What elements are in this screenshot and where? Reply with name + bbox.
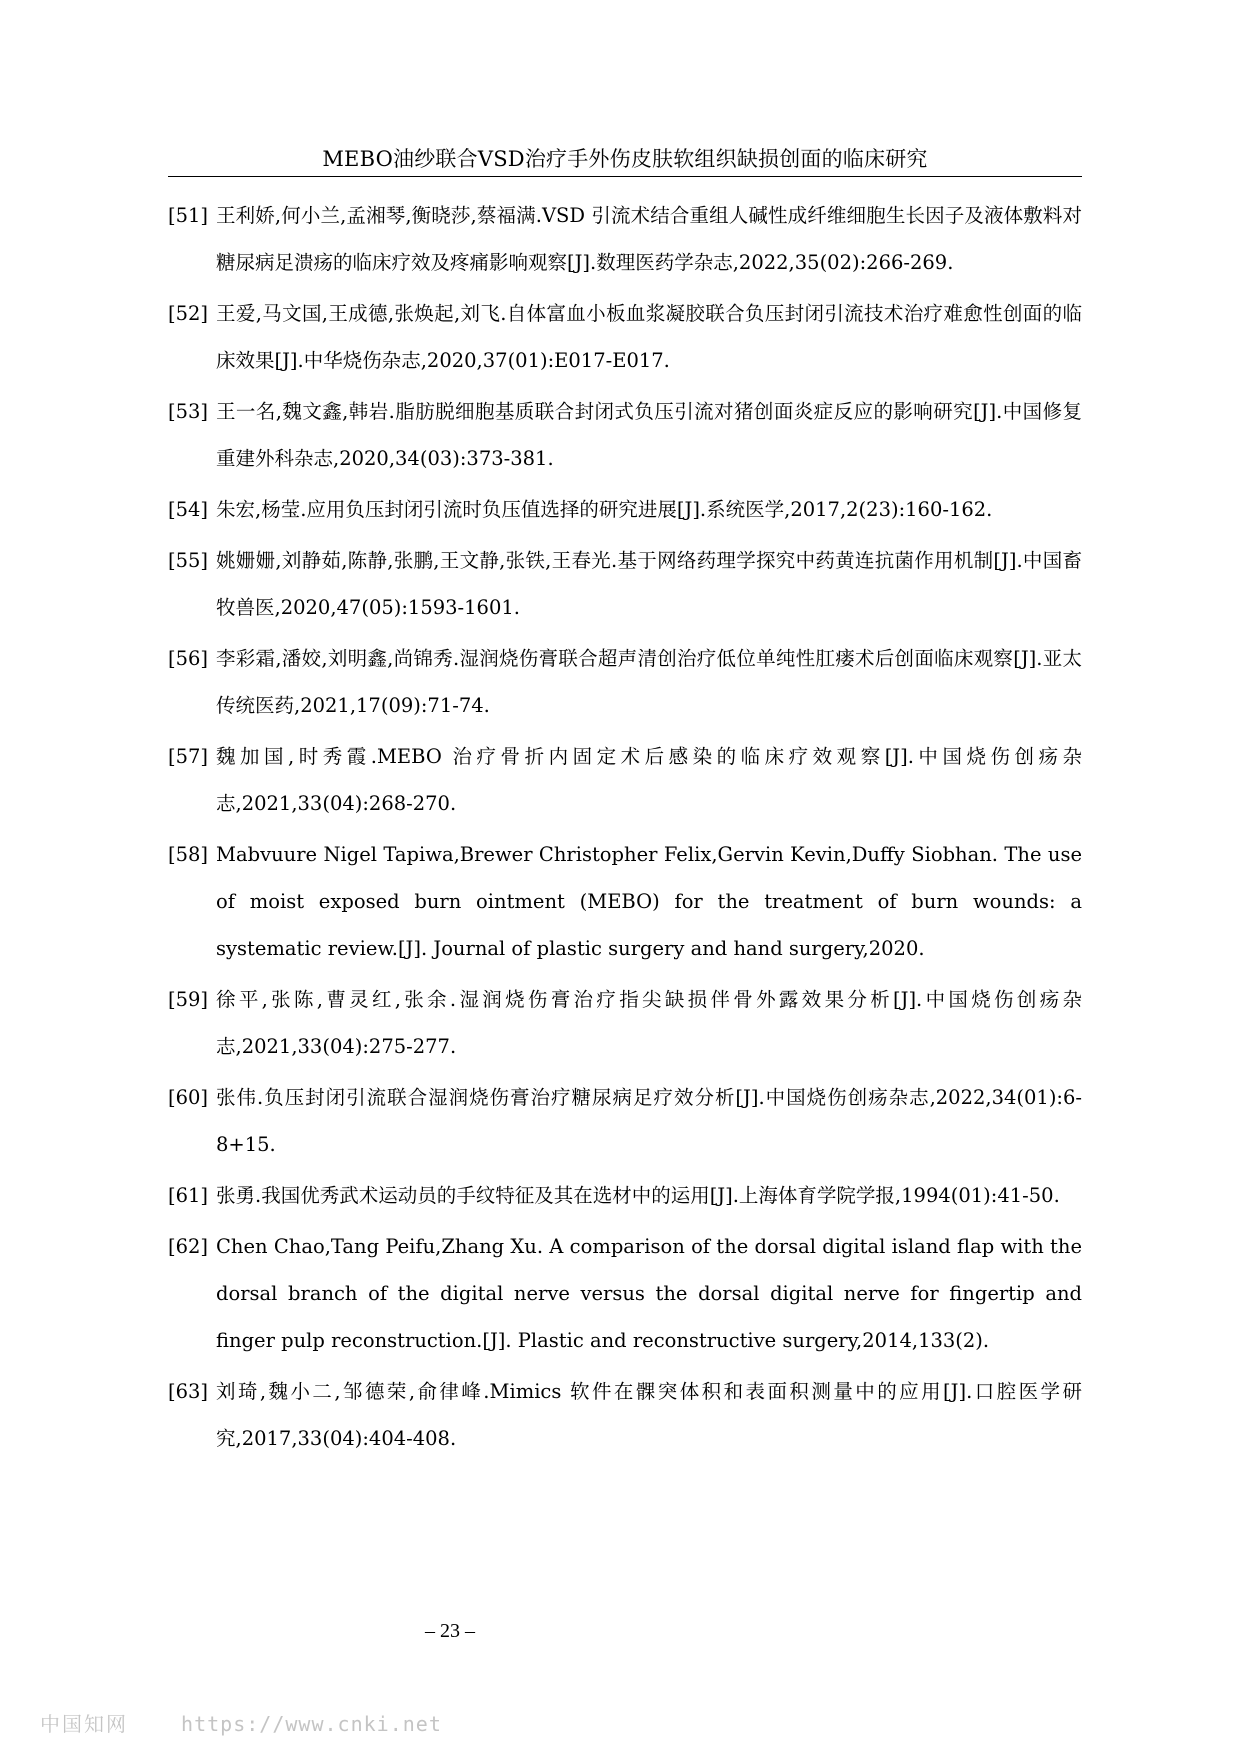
reference-text: 王一名,魏文鑫,韩岩.脂肪脱细胞基质联合封闭式负压引流对猪创面炎症反应的影响研究[J].中国修复重建外科杂志,2020,34(03):373-381. xyxy=(216,400,1082,470)
reference-text: 姚姗姗,刘静茹,陈静,张鹏,王文静,张铁,王春光.基于网络药理学探究中药黄连抗菌作用机制[J].中国畜牧兽医,2020,47(05):1593-1601. xyxy=(216,549,1082,619)
reference-text: 刘琦,魏小二,邹德荣,俞律峰.Mimics 软件在髁突体积和表面积测量中的应用[J].口腔医学研究,2017,33(04):404-408. xyxy=(216,1380,1082,1450)
reference-text: Mabvuure Nigel Tapiwa,Brewer Christopher Felix,Gervin Kevin,Duffy Siobhan. The use of moist exposed burn ointment (MEBO) for the treatment of burn wounds: a systematic review.[J]. Journal of plastic surgery and hand surgery,2020. xyxy=(216,843,1082,960)
reference-item xyxy=(168,388,1082,482)
running-header: MEBO油纱联合VSD治疗手外伤皮肤软组织缺损创面的临床研究 xyxy=(322,147,928,171)
reference-item xyxy=(168,635,1082,729)
reference-item xyxy=(168,1223,1082,1364)
reference-item xyxy=(168,1368,1082,1462)
reference-number: [58] xyxy=(168,843,209,866)
reference-item xyxy=(168,831,1082,972)
cnki-url-text: https://www.cnki.net xyxy=(181,1712,442,1736)
reference-text: 王爱,马文国,王成德,张焕起,刘飞.自体富血小板血浆凝胶联合负压封闭引流技术治疗难愈性创面的临床效果[J].中华烧伤杂志,2020,37(01):E017-E017. xyxy=(216,302,1082,372)
reference-number: [62] xyxy=(168,1235,209,1258)
reference-number: [55] xyxy=(168,549,209,572)
reference-text: 王利娇,何小兰,孟湘琴,衡晓莎,蔡福满.VSD 引流术结合重组人碱性成纤维细胞生长因子及液体敷料对糖尿病足溃疡的临床疗效及疼痛影响观察[J].数理医药学杂志,2022,35(02):266-269. xyxy=(216,204,1082,274)
reference-text: Chen Chao,Tang Peifu,Zhang Xu. A comparison of the dorsal digital island flap with the dorsal branch of the digital nerve versus the dorsal digital nerve for fingertip and finger pulp reconstruction.[J]. Plastic and reconstructive surgery,2014,133(2). xyxy=(216,1235,1082,1352)
reference-text: 李彩霜,潘姣,刘明鑫,尚锦秀.湿润烧伤膏联合超声清创治疗低位单纯性肛瘘术后创面临床观察[J].亚太传统医药,2021,17(09):71-74. xyxy=(216,647,1082,717)
reference-number: [54] xyxy=(168,498,209,521)
reference-number: [60] xyxy=(168,1086,209,1109)
reference-item xyxy=(168,290,1082,384)
reference-text: 朱宏,杨莹.应用负压封闭引流时负压值选择的研究进展[J].系统医学,2017,2(23):160-162. xyxy=(216,498,993,521)
reference-text: 张勇.我国优秀武术运动员的手纹特征及其在选材中的运用[J].上海体育学院学报,1994(01):41-50. xyxy=(216,1184,1060,1207)
reference-number: [52] xyxy=(168,302,209,325)
reference-number: [51] xyxy=(168,204,209,227)
reference-item xyxy=(168,537,1082,631)
reference-item xyxy=(168,1074,1082,1168)
reference-item xyxy=(168,1172,1082,1219)
reference-item xyxy=(168,976,1082,1070)
cnki-logo-text: 中国知网 xyxy=(40,1712,128,1736)
page-number: – 23 – xyxy=(425,1620,475,1642)
reference-number: [61] xyxy=(168,1184,209,1207)
reference-text: 魏加国,时秀霞.MEBO 治疗骨折内固定术后感染的临床疗效观察[J].中国烧伤创疡杂志,2021,33(04):268-270. xyxy=(216,745,1082,815)
reference-list xyxy=(168,192,1082,1466)
reference-number: [57] xyxy=(168,745,209,768)
reference-number: [59] xyxy=(168,988,209,1011)
reference-item xyxy=(168,486,1082,533)
reference-text: 徐平,张陈,曹灵红,张余.湿润烧伤膏治疗指尖缺损伴骨外露效果分析[J].中国烧伤创疡杂志,2021,33(04):275-277. xyxy=(216,988,1082,1058)
header-divider xyxy=(168,176,1082,177)
reference-item xyxy=(168,192,1082,286)
reference-number: [56] xyxy=(168,647,209,670)
reference-number: [53] xyxy=(168,400,209,423)
reference-item xyxy=(168,733,1082,827)
cnki-watermark xyxy=(40,1708,442,1737)
reference-text: 张伟.负压封闭引流联合湿润烧伤膏治疗糖尿病足疗效分析[J].中国烧伤创疡杂志,2022,34(01):6-8+15. xyxy=(216,1086,1082,1156)
reference-number: [63] xyxy=(168,1380,209,1403)
